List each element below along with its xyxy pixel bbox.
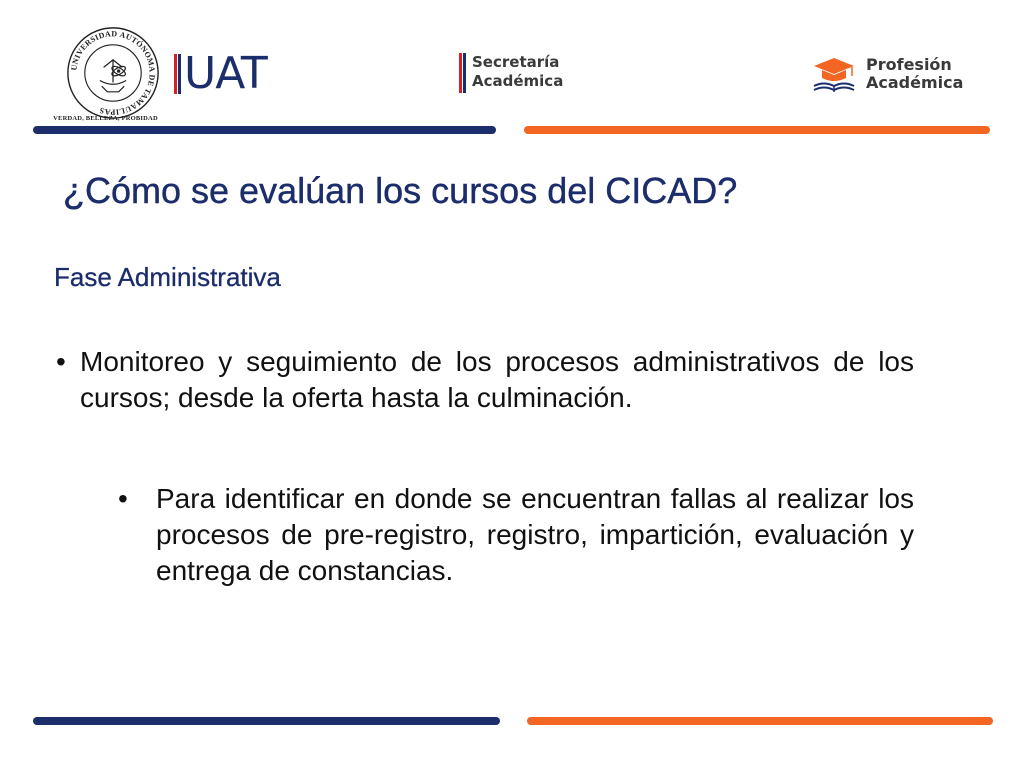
- profesion-logo-line-1: Profesión: [866, 55, 952, 74]
- top-navy-rule: [33, 126, 496, 134]
- uat-logo: [174, 50, 267, 98]
- seal-ring-text: UNIVERSIDAD AUTÓNOMA DE TAMAULIPAS: [69, 29, 157, 117]
- bottom-navy-rule: [33, 717, 500, 725]
- sub-bullet-marker: •: [118, 483, 128, 514]
- uat-logo-navy-bar: [178, 54, 181, 94]
- secretaria-logo-line-1: Secretaría: [472, 53, 560, 71]
- sub-bullet-text: Para identificar en donde se encuentran fallas al realizar los procesos de pre-registro, registro, impartición, evaluación y entrega de constancias.: [156, 483, 914, 586]
- bullet-marker: •: [56, 346, 66, 377]
- secretaria-logo-line-2: Académica: [472, 72, 564, 90]
- slide-title: ¿Cómo se evalúan los cursos del CICAD?: [63, 170, 738, 211]
- bullet-text: Monitoreo y seguimiento de los procesos administrativos de los cursos; desde la oferta hasta la culminación.: [80, 346, 914, 413]
- secretaria-academica-logo: [459, 53, 563, 93]
- profesion-academica-logo: [808, 54, 963, 94]
- uat-logo-red-bar: [174, 54, 177, 94]
- secretaria-logo-red-bar: [459, 53, 462, 93]
- university-seal-icon: [66, 26, 160, 120]
- graduation-cap-book-icon: [808, 54, 860, 94]
- seal-motto: VERDAD, BELLEZA, PROBIDAD: [53, 115, 158, 122]
- slide-subtitle: Fase Administrativa: [54, 262, 281, 292]
- top-orange-rule: [524, 126, 990, 134]
- bottom-orange-rule: [527, 717, 993, 725]
- profesion-logo-line-2: Académica: [866, 73, 964, 92]
- uat-logo-text: UAT: [184, 48, 267, 99]
- secretaria-logo-navy-bar: [463, 53, 466, 93]
